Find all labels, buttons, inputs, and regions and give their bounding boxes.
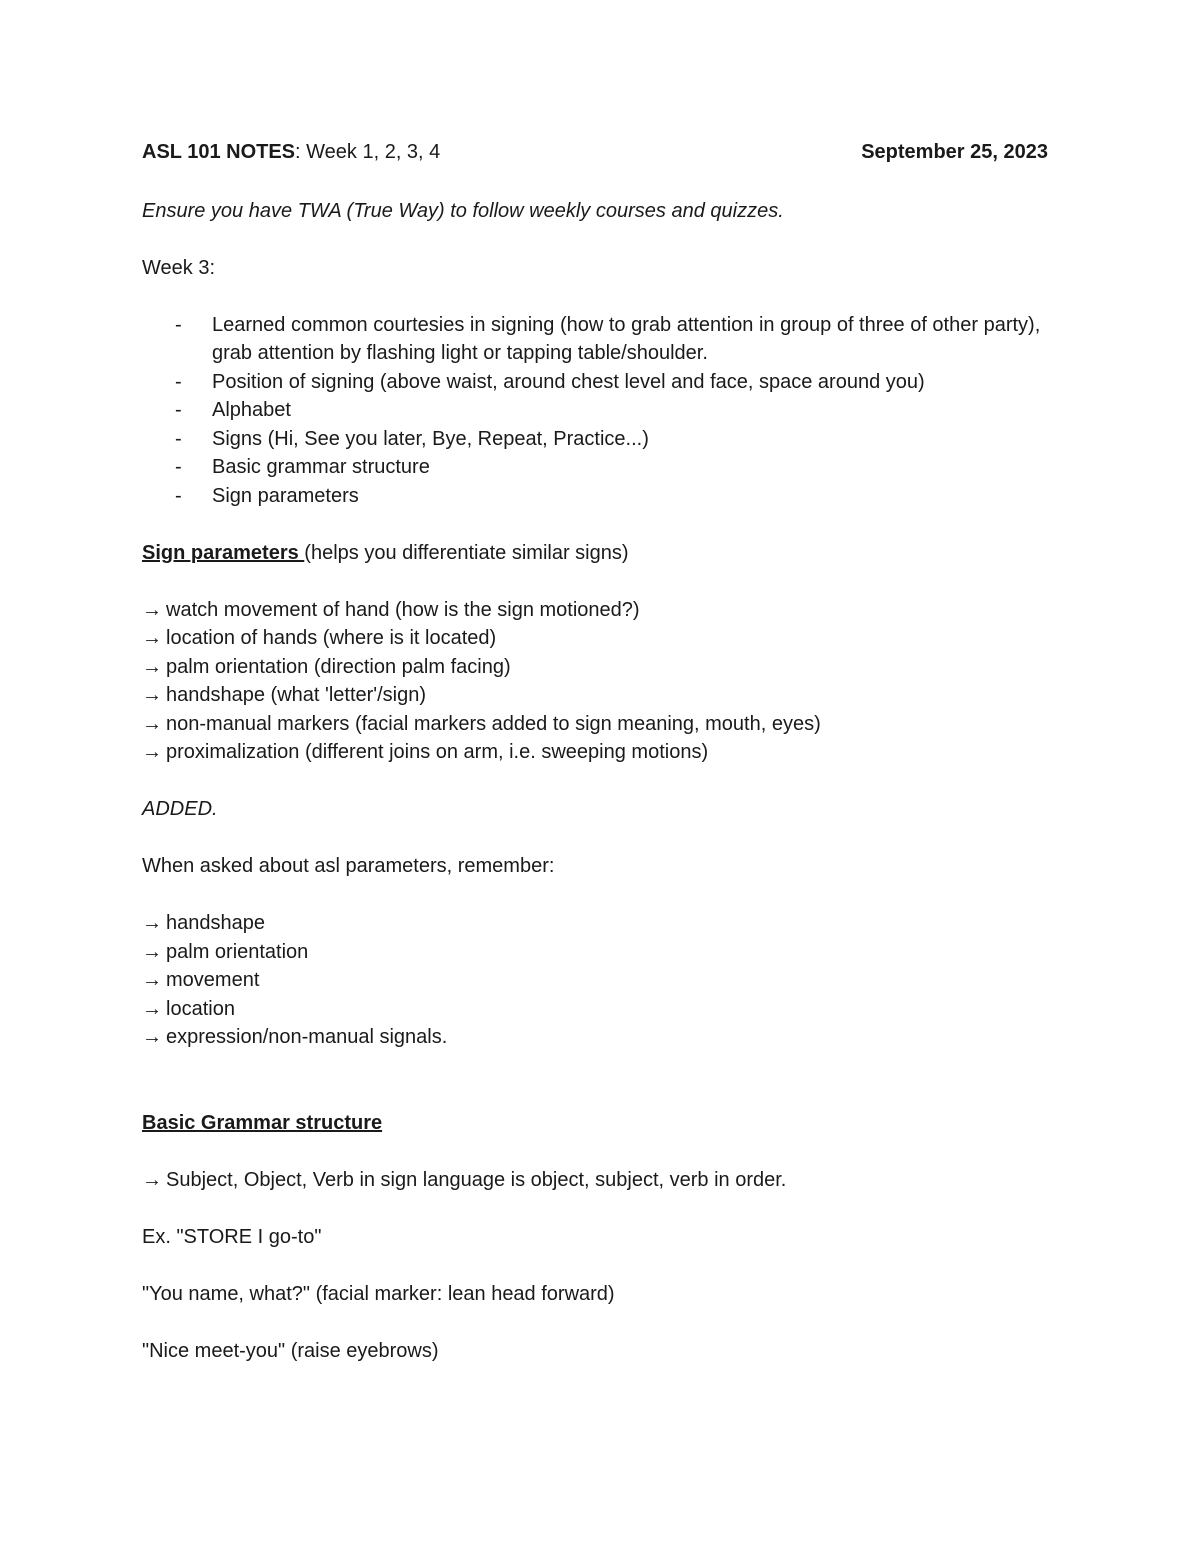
list-item: → proximalization (different joins on arm, i.e. sweeping motions) xyxy=(142,741,709,763)
grammar-example: "You name, what?" (facial marker: lean head forward) xyxy=(142,1282,615,1305)
list-item: → movement xyxy=(142,969,260,991)
list-item: → location of hands (where is it located) xyxy=(142,627,497,649)
document-header xyxy=(142,138,1048,168)
grammar-heading: Basic Grammar structure xyxy=(142,1111,383,1134)
list-item: - Basic grammar structure xyxy=(175,456,430,478)
list-item: → handshape xyxy=(142,912,265,934)
list-item: - Learned common courtesies in signing (how to grab attention in group of three of other party), grab attention by flashing light or tapping table/shoulder. xyxy=(175,313,1041,364)
intro-note: Ensure you have TWA (True Way) to follow weekly courses and quizzes. xyxy=(142,199,784,222)
list-item: → handshape (what 'letter'/sign) xyxy=(142,684,427,706)
list-item: - Position of signing (above waist, around chest level and face, space around you) xyxy=(175,370,925,393)
course-title-weeks: : Week 1, 2, 3, 4 xyxy=(295,141,441,163)
list-item: → non-manual markers (facial markers added to sign meaning, mouth, eyes) xyxy=(142,712,821,735)
course-title xyxy=(142,138,440,167)
document-page xyxy=(142,138,1048,1365)
sign-parameters-heading: Sign parameters xyxy=(142,541,305,564)
course-title-bold: ASL 101 NOTES xyxy=(142,141,296,163)
list-item: → palm orientation (direction palm facing) xyxy=(142,655,511,678)
sign-parameters-list xyxy=(142,596,1048,767)
list-item: → watch movement of hand (how is the sign motioned?) xyxy=(142,598,640,621)
grammar-example: "Nice meet-you" (raise eyebrows) xyxy=(142,1339,439,1362)
list-item: - Alphabet xyxy=(175,399,291,421)
grammar-rule: → Subject, Object, Verb in sign language is object, subject, verb in order. xyxy=(142,1168,787,1191)
document-date: September 25, 2023 xyxy=(861,141,1048,163)
list-item: - Sign parameters xyxy=(175,484,359,507)
list-item: → expression/non-manual signals. xyxy=(142,1026,448,1048)
list-item: → location xyxy=(142,997,235,1020)
grammar-example: Ex. "STORE I go-to" xyxy=(142,1225,322,1248)
remember-list xyxy=(142,909,1048,1052)
added-label: ADDED. xyxy=(142,798,218,820)
sign-parameters-note: (helps you differentiate similar signs) xyxy=(304,541,629,564)
list-item: - Signs (Hi, See you later, Bye, Repeat, Practice...) xyxy=(175,427,649,450)
week-topics-list xyxy=(142,311,1048,511)
week-label: Week 3: xyxy=(142,256,215,279)
sign-parameters-heading-line xyxy=(142,539,1048,568)
remember-intro: When asked about asl parameters, remember: xyxy=(142,855,555,877)
list-item: → palm orientation xyxy=(142,940,309,963)
